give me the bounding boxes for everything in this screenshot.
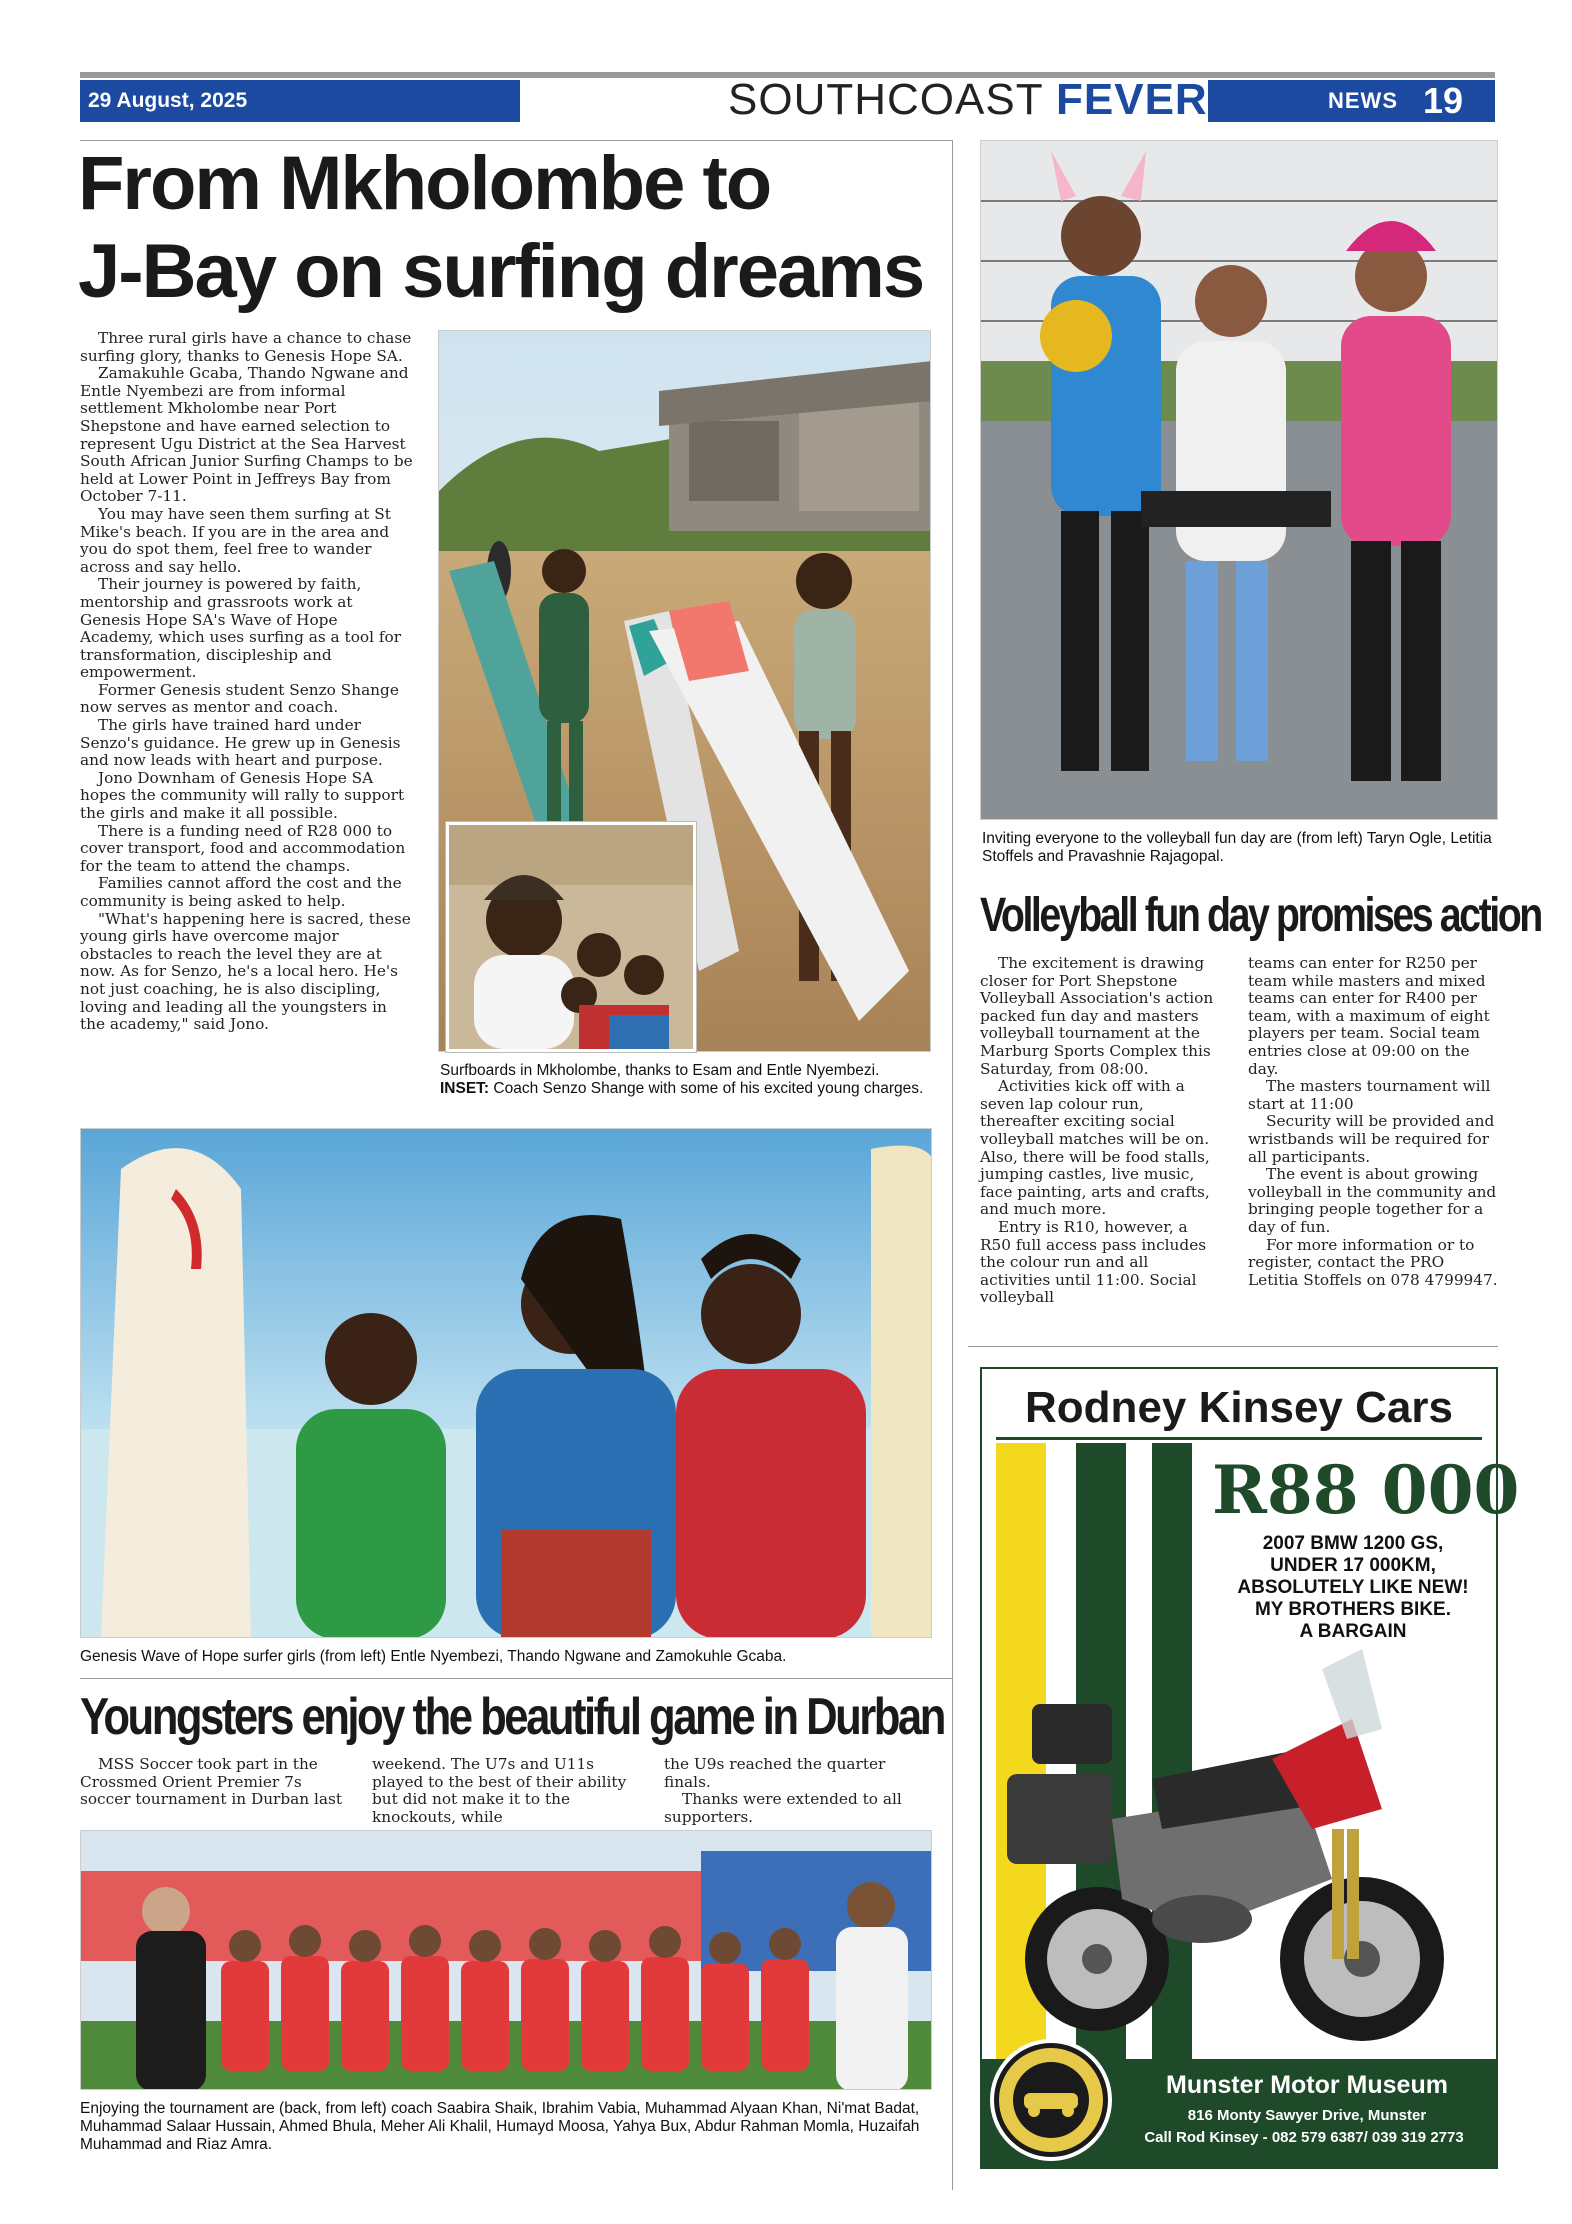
ad-line: 2007 BMW 1200 GS, <box>1262 1533 1444 1554</box>
page-number: 19 <box>1423 80 1464 121</box>
paragraph: Their journey is powered by faith, mentorship and grassroots work at Genesis Hope SA's Wave of Hope Academy, which uses surfing as a tool for transformation, discipleship and empowerment. <box>80 575 402 682</box>
story-divider <box>968 1346 1498 1347</box>
ad-title: Rodney Kinsey Cars <box>1025 1383 1453 1432</box>
headline-line-2: J-Bay on surfing dreams <box>78 229 924 314</box>
ad-description <box>1208 1533 1498 1643</box>
masthead-light: SOUTHCOAST <box>728 75 1043 124</box>
caption-inset-text: Coach Senzo Shange with some of his excited young charges. <box>489 1080 924 1097</box>
surfer-girls-photo <box>80 1128 932 1638</box>
soccer-caption: Enjoying the tournament are (back, from left) coach Saabira Shaik, Ibrahim Vabia, Muhammad Alyaan Khan, Ni'mat Badat, Muhammad Salaar Hussain, Ahmed Bhula, Meher Ali Khalil, Humayd Moosa, Yahya Bux, Abdur Rahman Momla, Huzaifah Muhammad and Riaz Amra. <box>80 2100 920 2153</box>
paragraph: Families cannot afford the cost and the community is being asked to help. <box>80 874 402 910</box>
volleyball-col-1 <box>980 955 1220 1307</box>
ad-price: R88 000 <box>1212 1451 1520 1529</box>
page-title <box>78 140 948 316</box>
soccer-headline: Youngsters enjoy the beautiful game in Durban <box>80 1688 944 1746</box>
paragraph: You may have seen them surfing at St Mike's beach. If you are in the area and you do spot them, feel free to wander across and say hello. <box>80 504 391 576</box>
soccer-col-3 <box>664 1756 934 1826</box>
paragraph: For more information or to register, contact the PRO Letitia Stoffels on 078 4799947. <box>1248 1235 1498 1289</box>
volleyball-headline: Volleyball fun day promises action <box>980 889 1541 942</box>
soccer-team-photo <box>80 1830 932 2090</box>
section-label: NEWS <box>1328 88 1398 113</box>
volleyball-caption: Inviting everyone to the volleyball fun day are (from left) Taryn Ogle, Letitia Stoffels and Pravashnie Rajagopal. <box>982 830 1492 865</box>
paragraph: "What's happening here is sacred, these young girls have overcome major obstacles to reach the level they are at now. As for Senzo, he's a local hero. He's not just coaching, he is also discipling, loving and leading all the youngsters in the academy," said Jono. <box>80 909 411 1034</box>
paragraph: The excitement is drawing closer for Port Shepstone Volleyball Association's action packed fun day and masters volleyball tournament at the Marburg Sports Complex this Saturday, from 08:00. <box>980 954 1214 1078</box>
paragraph: The masters tournament will start at 11:00 <box>1248 1077 1491 1113</box>
paragraph: Thanks were extended to all supporters. <box>664 1790 902 1826</box>
soccer-col-1 <box>80 1756 350 1809</box>
paragraph: Jono Downham of Genesis Hope SA hopes the community will rally to support the girls and make it all possible. <box>80 768 405 823</box>
museum-badge <box>990 2039 1112 2161</box>
paragraph: There is a funding need of R28 000 to cover transport, food and accommodation for the team to attend the champs. <box>80 821 406 875</box>
museum-contact: Call Rod Kinsey - 082 579 6387/ 039 319 2773 <box>1144 2129 1464 2146</box>
ad-line: A BARGAIN <box>1299 1621 1407 1642</box>
surfer-girls-caption: Genesis Wave of Hope surfer girls (from left) Entle Nyembezi, Thando Ngwane and Zamokuhle Gcaba. <box>80 1648 787 1665</box>
story-divider <box>80 1678 952 1679</box>
museum-address: 816 Monty Sawyer Drive, Munster <box>1187 2107 1427 2124</box>
paragraph: weekend. The U7s and U11s played to the best of their ability but did not make it to the knockouts, while <box>372 1755 627 1826</box>
caption-inset-label: INSET: <box>440 1080 490 1097</box>
paragraph: Former Genesis student Senzo Shange now serves as mentor and coach. <box>80 680 399 717</box>
column-divider <box>952 140 953 2190</box>
volleyball-col-2 <box>1248 955 1498 1289</box>
surf-story-body <box>80 330 415 1034</box>
paragraph: Zamakuhle Gcaba, Thando Ngwane and Entle Nyembezi are from informal settlement Mkholombe near Port Shepstone and have earned selection to represent Ugu District at the Sea Harvest South African Junior Surfing Champs to be held at Lower Point in Jeffreys Bay from October 7-11. <box>80 364 413 506</box>
paragraph: The girls have trained hard under Senzo's guidance. He grew up in Genesis and now leads with heart and purpose. <box>80 716 401 770</box>
advert-rodney-kinsey-cars[interactable] <box>980 1367 1520 2169</box>
surf-photo-caption <box>440 1062 940 1098</box>
soccer-col-2 <box>372 1756 642 1826</box>
caption-text: Surfboards in Mkholombe, thanks to Esam and Entle Nyembezi. <box>440 1062 880 1079</box>
headline-line-1: From Mkholombe to <box>78 141 771 226</box>
ad-rule <box>996 1437 1482 1440</box>
section-bar <box>1208 80 1495 122</box>
masthead <box>728 70 1208 130</box>
inset-photo <box>446 822 696 1052</box>
paragraph: The event is about growing volleyball in the community and bringing people together for a day of fun. <box>1248 1165 1497 1236</box>
paragraph: Entry is R10, however, a R50 full access pass includes the colour run and all activities until 11:00. Social volleyball <box>980 1217 1207 1307</box>
motorcycle-image <box>1002 1629 1482 2059</box>
masthead-bold: FEVER <box>1056 75 1208 124</box>
ad-line: ABSOLUTELY LIKE NEW! <box>1237 1577 1469 1598</box>
paragraph: the U9s reached the quarter finals. <box>664 1755 886 1791</box>
paragraph: MSS Soccer took part in the Crossmed Orient Premier 7s soccer tournament in Durban last <box>80 1755 343 1809</box>
ad-line: MY BROTHERS BIKE. <box>1254 1599 1451 1620</box>
ad-line: UNDER 17 000KM, <box>1270 1555 1436 1576</box>
volleyball-photo <box>980 140 1498 820</box>
paragraph: teams can enter for R250 per team while masters and mixed teams can enter for R400 per team, with a maximum of eight players per team. Social team entries close at 09:00 on the day. <box>1248 954 1490 1078</box>
paragraph: Activities kick off with a seven lap colour run, thereafter exciting social volleyball matches will be on. Also, there will be food stalls, jumping castles, live music, face painting, arts and crafts, and much more. <box>980 1077 1210 1219</box>
museum-name: Munster Motor Museum <box>1166 2071 1448 2099</box>
issue-date: 29 August, 2025 <box>80 80 520 122</box>
paragraph: Three rural girls have a chance to chase surfing glory, thanks to Genesis Hope SA. <box>80 329 412 365</box>
badge-text <box>782 1169 783 1170</box>
paragraph: Security will be provided and wristbands will be required for all participants. <box>1248 1112 1495 1166</box>
badge-top-text <box>782 1169 783 1170</box>
